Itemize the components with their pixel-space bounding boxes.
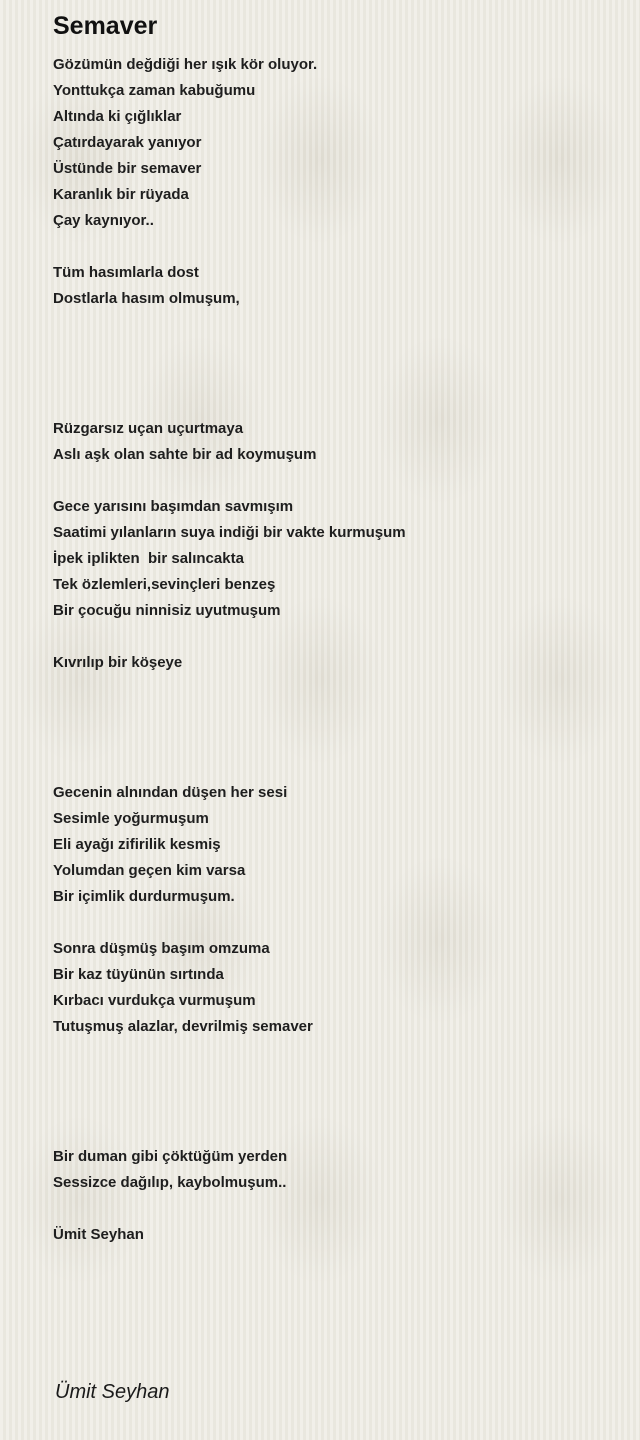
poem-line: Çatırdayarak yanıyor xyxy=(53,134,202,151)
poem-blank-line xyxy=(53,754,613,780)
poem-line: Gece yarısını başımdan savmışım xyxy=(53,498,294,515)
poem-line: Tutuşmuş alazlar, devrilmiş semaver xyxy=(53,1018,313,1035)
poem-blank-line xyxy=(53,702,613,728)
poem-blank-line xyxy=(53,676,613,702)
poem-line: Tek özlemleri,sevinçleri benzeş xyxy=(53,576,276,593)
poem-line: Sesimle yoğurmuşum xyxy=(53,810,209,827)
poem-line: Eli ayağı zifirilik kesmiş xyxy=(53,836,221,853)
poem-line: Saatimi yılanların suya indiği bir vakte kurmuşum xyxy=(53,524,406,541)
poem-line: Dostlarla hasım olmuşum, xyxy=(53,290,240,307)
poem-blank-line xyxy=(53,1040,613,1066)
poem-blank-line xyxy=(53,624,613,650)
poem-blank-line xyxy=(53,390,613,416)
author-signature: Ümit Seyhan xyxy=(55,1381,170,1403)
poem-line: Yonttukça zaman kabuğumu xyxy=(53,82,256,99)
poem-blank-line xyxy=(53,728,613,754)
poem-line: Bir duman gibi çöktüğüm yerden xyxy=(53,1148,288,1165)
poem-line: Bir içimlik durdurmuşum. xyxy=(53,888,235,905)
poem-blank-line xyxy=(53,234,613,260)
poem-blank-line xyxy=(53,1196,613,1222)
poem-line: Ümit Seyhan xyxy=(53,1226,144,1243)
poem-line: İpek iplikten bir salıncakta xyxy=(53,550,244,567)
poem-blank-line xyxy=(53,312,613,338)
poem-line: Aslı aşk olan sahte bir ad koymuşum xyxy=(53,446,317,463)
poem-body xyxy=(53,52,613,1248)
poem-blank-line xyxy=(53,1118,613,1144)
poem-line: Altında ki çığlıklar xyxy=(53,108,182,125)
poem-line: Tüm hasımlarla dost xyxy=(53,264,199,281)
poem-blank-line xyxy=(53,910,613,936)
poem-line: Bir çocuğu ninnisiz uyutmuşum xyxy=(53,602,281,619)
poem-blank-line xyxy=(53,468,613,494)
poem-line: Gözümün değdiği her ışık kör oluyor. xyxy=(53,56,318,73)
poem-line: Sessizce dağılıp, kaybolmuşum.. xyxy=(53,1174,287,1191)
poem-blank-line xyxy=(53,338,613,364)
poem-line: Sonra düşmüş başım omzuma xyxy=(53,940,270,957)
poem-line: Çay kaynıyor.. xyxy=(53,212,154,229)
poem-line: Karanlık bir rüyada xyxy=(53,186,189,203)
poem-line: Gecenin alnından düşen her sesi xyxy=(53,784,288,801)
poem-line: Kırbacı vurdukça vurmuşum xyxy=(53,992,256,1009)
poem-line: Kıvrılıp bir köşeye xyxy=(53,654,183,671)
poem-line: Üstünde bir semaver xyxy=(53,160,202,177)
poem-line: Rüzgarsız uçan uçurtmaya xyxy=(53,420,244,437)
poem-line: Yolumdan geçen kim varsa xyxy=(53,862,246,879)
poem-line: Bir kaz tüyünün sırtında xyxy=(53,966,224,983)
poem-title: Semaver xyxy=(53,12,158,40)
poem-blank-line xyxy=(53,1092,613,1118)
poem-blank-line xyxy=(53,1066,613,1092)
poem-blank-line xyxy=(53,364,613,390)
